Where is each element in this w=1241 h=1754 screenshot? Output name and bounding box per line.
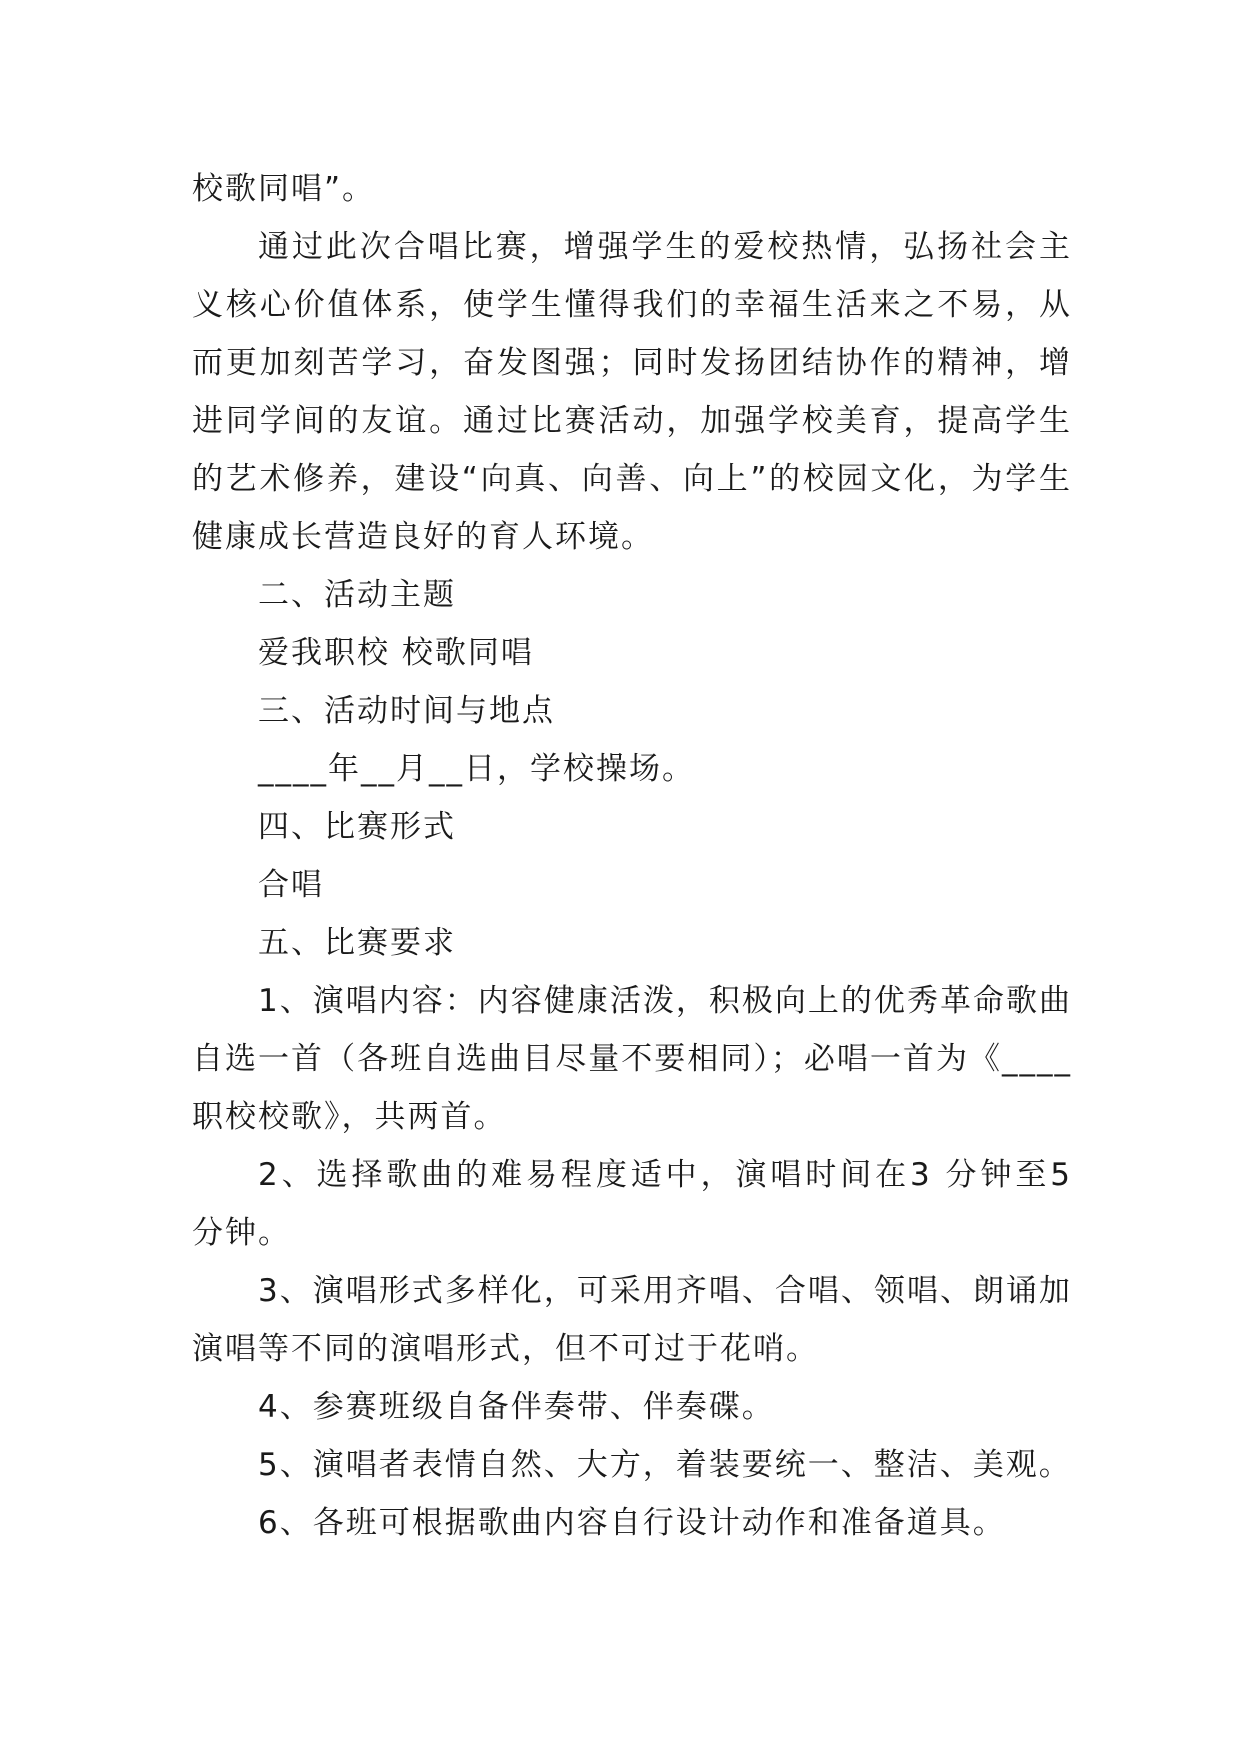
paragraph-time-place: ____年__月__日，学校操场。 (258, 751, 695, 787)
paragraph-purpose: 通过此次合唱比赛，增强学生的爱校热情，弘扬社会主义核心价值体系，使学生懂得我们的幸福生活来之不易，从而更加刻苦学习，奋发图强；同时发扬团结协作的精神，增进同学间的友谊。通过比赛活动，加强学校美育，提高学生的艺术修养，建设“向真、向善、向上”的校园文化，为学生健康成长营造良好的育人环境。 (192, 229, 1072, 555)
requirement-item-6: 6、各班可根据歌曲内容自行设计动作和准备道具。 (258, 1505, 1006, 1541)
paragraph-theme: 爱我职校 校歌同唱 (258, 635, 534, 671)
requirement-item-1: 1、演唱内容：内容健康活泼，积极向上的优秀革命歌曲自选一首（各班自选曲目尽量不要相同）；必唱一首为《____职校校歌》，共两首。 (192, 983, 1072, 1135)
requirement-item-3: 3、演唱形式多样化，可采用齐唱、合唱、领唱、朗诵加演唱等不同的演唱形式，但不可过于花哨。 (192, 1273, 1072, 1367)
requirement-item-4: 4、参赛班级自备伴奏带、伴奏碟。 (258, 1389, 775, 1425)
document-body (192, 160, 1072, 1552)
paragraph-continuation: 校歌同唱”。 (192, 171, 376, 207)
paragraph-format: 合唱 (258, 867, 324, 903)
section-heading-time-place: 三、活动时间与地点 (258, 693, 555, 729)
section-heading-format: 四、比赛形式 (258, 809, 456, 845)
section-heading-theme: 二、活动主题 (258, 577, 456, 613)
requirement-item-5: 5、演唱者表情自然、大方，着装要统一、整洁、美观。 (258, 1447, 1072, 1483)
requirement-item-2: 2、选择歌曲的难易程度适中，演唱时间在3 分钟至5 分钟。 (192, 1157, 1072, 1251)
section-heading-requirements: 五、比赛要求 (258, 925, 456, 961)
